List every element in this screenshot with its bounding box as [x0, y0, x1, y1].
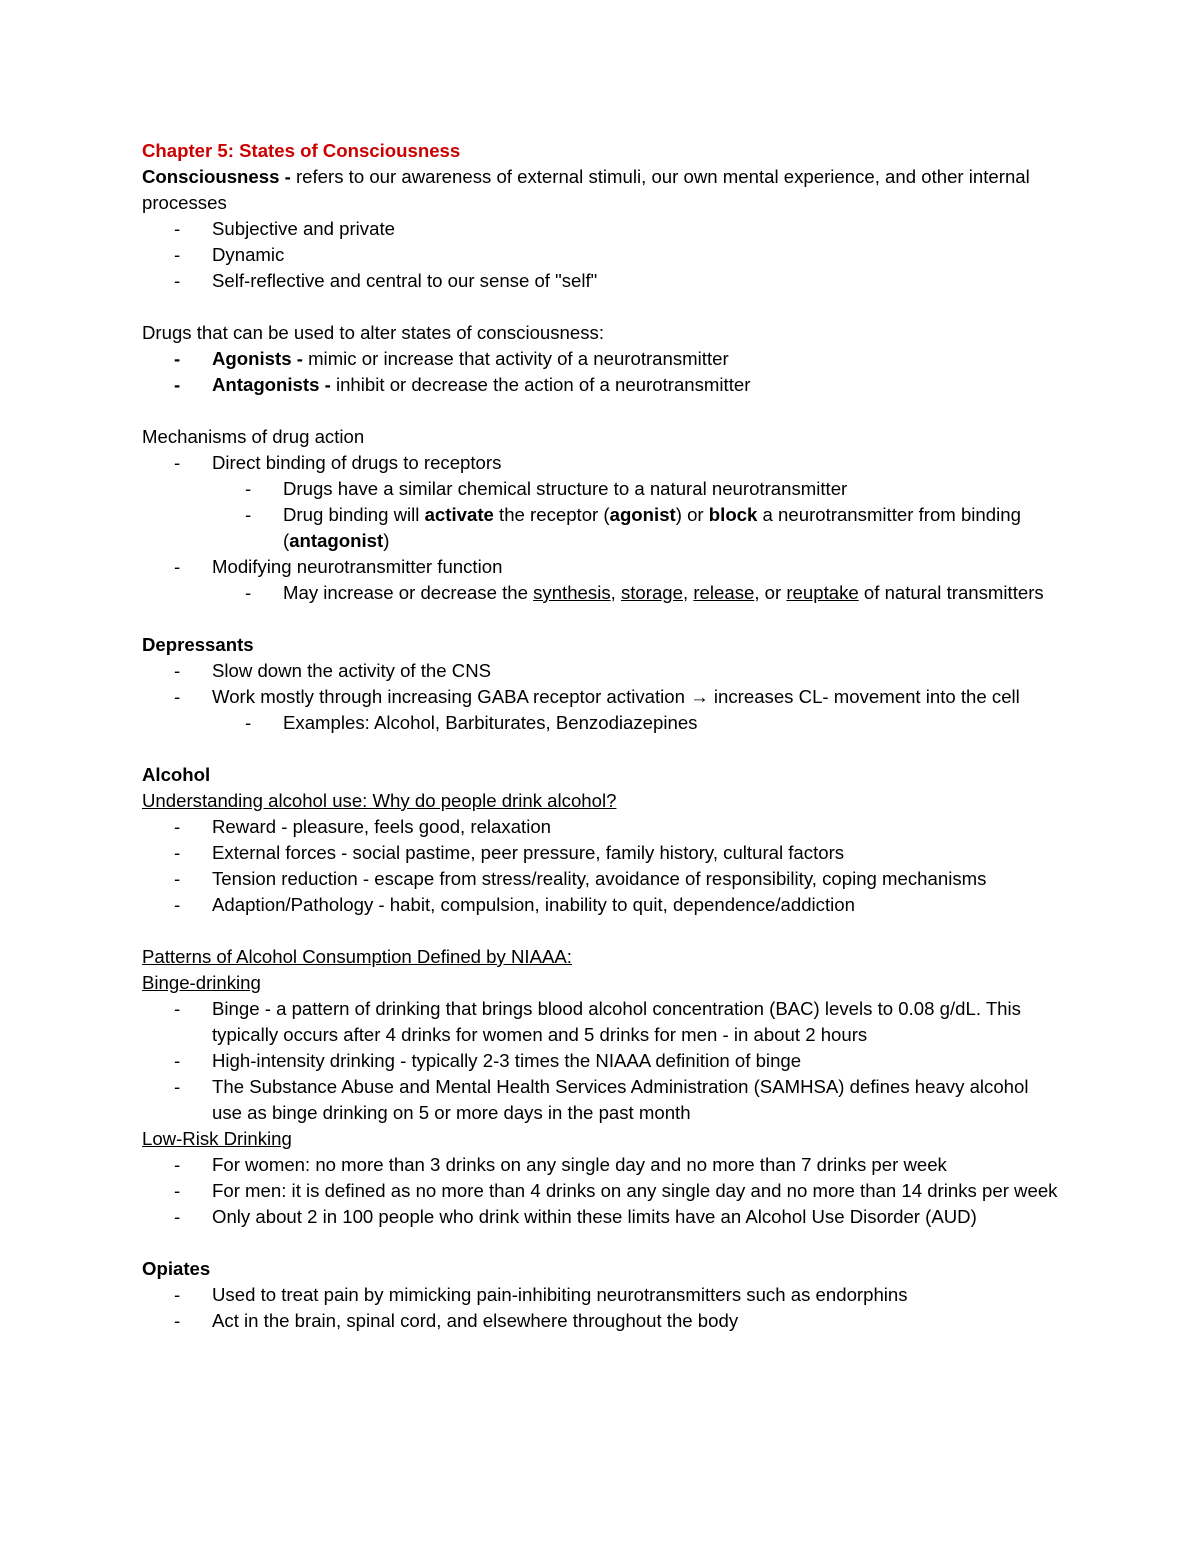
bullet: -: [174, 270, 181, 291]
list-item: [142, 554, 1062, 580]
list-item: [142, 892, 1062, 918]
list-item: [142, 242, 1062, 268]
list-item-text: Dynamic: [212, 244, 285, 265]
list-item: [142, 216, 1062, 242]
lowrisk-heading: Low-Risk Drinking: [142, 1128, 292, 1149]
consciousness-text: refers to our awareness of external stimuli, our own mental experience, and other internal processes: [142, 166, 1030, 213]
spacer: [142, 918, 1062, 944]
list-item-text: Drugs have a similar chemical structure to a natural neurotransmitter: [283, 478, 848, 499]
list-item-text: For men: it is defined as no more than 4 drinks on any single day and no more than 14 drinks per week: [212, 1180, 1058, 1201]
list-item-text: [212, 372, 1062, 398]
list-item-text: Modifying neurotransmitter function: [212, 556, 503, 577]
antagonists-term: Antagonists -: [212, 374, 331, 395]
bold-term: activate: [424, 504, 494, 525]
list-item-text: Work mostly through increasing GABA receptor activation → increases CL- movement into the cell: [212, 686, 1020, 707]
list-item-text: Tension reduction - escape from stress/reality, avoidance of responsibility, coping mechanisms: [212, 868, 987, 889]
list-item: [142, 502, 1062, 554]
bullet: -: [174, 1154, 181, 1175]
list-item-text: For women: no more than 3 drinks on any single day and no more than 7 drinks per week: [212, 1154, 947, 1175]
list-item-text: [283, 502, 1062, 554]
bullet: -: [174, 452, 181, 473]
underlined-term: release: [693, 582, 755, 603]
underlined-term: synthesis: [533, 582, 611, 603]
text-run: , or: [754, 582, 787, 603]
list-item: [142, 840, 1062, 866]
spacer: [142, 1230, 1062, 1256]
bullet: -: [174, 660, 181, 681]
bullet: -: [174, 244, 181, 265]
text-run: Drug binding will: [283, 504, 425, 525]
antagonists-def: inhibit or decrease the action of a neurotransmitter: [330, 374, 751, 395]
consciousness-term: Consciousness -: [142, 166, 291, 187]
list-item-text: Reward - pleasure, feels good, relaxation: [212, 816, 552, 837]
alcohol-heading: Alcohol: [142, 764, 211, 785]
bold-term: block: [708, 504, 758, 525]
list-item: [142, 710, 1062, 736]
list-item: [142, 1282, 1062, 1308]
bullet: -: [174, 842, 181, 863]
bullet: -: [174, 1050, 181, 1071]
bullet: -: [174, 556, 181, 577]
list-item: [142, 1308, 1062, 1334]
agonists-def: mimic or increase that activity of a neurotransmitter: [302, 348, 729, 369]
list-item-text: Binge - a pattern of drinking that brings blood alcohol concentration (BAC) levels to 0.08 g/dL. This typically occurs after 4 drinks for women and 5 drinks for men - in about 2 hours: [212, 998, 1021, 1045]
list-item: [142, 372, 1062, 398]
patterns-heading: Patterns of Alcohol Consumption Defined by NIAAA:: [142, 946, 572, 967]
bullet: -: [174, 218, 181, 239]
text-run: May increase or decrease the: [283, 582, 534, 603]
depressants-heading: Depressants: [142, 634, 254, 655]
list-item: [142, 684, 1062, 710]
list-item: [142, 580, 1062, 606]
opiates-heading: Opiates: [142, 1258, 211, 1279]
bullet: -: [174, 348, 181, 369]
text-run: the receptor (: [493, 504, 610, 525]
bullet: -: [174, 1310, 181, 1331]
drugs-intro: Drugs that can be used to alter states of consciousness:: [142, 322, 605, 343]
bullet: -: [174, 374, 181, 395]
list-item-text: The Substance Abuse and Mental Health Services Administration (SAMHSA) defines heavy alcohol use as binge drinking on 5 or more days in the past month: [212, 1076, 1029, 1123]
bullet: -: [174, 868, 181, 889]
bold-term: antagonist: [289, 530, 384, 551]
bullet: -: [245, 504, 252, 525]
bullet: -: [245, 478, 252, 499]
list-item: [142, 268, 1062, 294]
text-run: ) or: [675, 504, 709, 525]
mechanisms-heading: Mechanisms of drug action: [142, 426, 365, 447]
spacer: [142, 606, 1062, 632]
list-item: [142, 866, 1062, 892]
text-run: ): [383, 530, 390, 551]
text-run: ,: [610, 582, 621, 603]
bullet: -: [174, 1284, 181, 1305]
list-item: [142, 1204, 1062, 1230]
binge-heading: Binge-drinking: [142, 972, 261, 993]
list-item: [142, 658, 1062, 684]
underlined-term: reuptake: [786, 582, 859, 603]
bullet: -: [174, 1206, 181, 1227]
list-item: [142, 1152, 1062, 1178]
list-item: [142, 346, 1062, 372]
consciousness-definition: [142, 164, 1062, 216]
list-item: [142, 1074, 1062, 1126]
list-item: [142, 476, 1062, 502]
spacer: [142, 294, 1062, 320]
list-item-text: Adaption/Pathology - habit, compulsion, inability to quit, dependence/addiction: [212, 894, 855, 915]
bullet: -: [174, 1076, 181, 1097]
bullet: -: [174, 998, 181, 1019]
document-page: [142, 138, 1062, 1334]
list-item: [142, 814, 1062, 840]
spacer: [142, 398, 1062, 424]
agonists-term: Agonists -: [212, 348, 303, 369]
list-item: [142, 996, 1062, 1048]
bullet: -: [174, 1180, 181, 1201]
spacer: [142, 736, 1062, 762]
underlined-term: storage: [620, 582, 683, 603]
list-item-text: Subjective and private: [212, 218, 395, 239]
bullet: -: [174, 894, 181, 915]
list-item-text: Act in the brain, spinal cord, and elsewhere throughout the body: [212, 1310, 739, 1331]
chapter-title: Chapter 5: States of Consciousness: [142, 140, 461, 161]
list-item-text: Slow down the activity of the CNS: [212, 660, 492, 681]
list-item-text: [283, 580, 1062, 606]
list-item-text: Only about 2 in 100 people who drink within these limits have an Alcohol Use Disorder (AUD): [212, 1206, 977, 1227]
list-item-text: [212, 346, 1062, 372]
text-run: ,: [683, 582, 694, 603]
text-run: of natural transmitters: [858, 582, 1044, 603]
list-item-text: High-intensity drinking - typically 2-3 times the NIAAA definition of binge: [212, 1050, 802, 1071]
bullet: -: [174, 816, 181, 837]
list-item: [142, 450, 1062, 476]
list-item-text: Used to treat pain by mimicking pain-inhibiting neurotransmitters such as endorphins: [212, 1284, 908, 1305]
list-item-text: Self-reflective and central to our sense of "self": [212, 270, 598, 291]
bullet: -: [174, 686, 181, 707]
list-item-text: Direct binding of drugs to receptors: [212, 452, 502, 473]
list-item-text: External forces - social pastime, peer pressure, family history, cultural factors: [212, 842, 845, 863]
text-run: a neurotransmitter from binding (: [283, 504, 1021, 551]
list-item: [142, 1048, 1062, 1074]
bullet: -: [245, 712, 252, 733]
alcohol-subheading: Understanding alcohol use: Why do people drink alcohol?: [142, 790, 617, 811]
bold-term: agonist: [609, 504, 676, 525]
list-item: [142, 1178, 1062, 1204]
bullet: -: [245, 582, 252, 603]
list-item-text: Examples: Alcohol, Barbiturates, Benzodiazepines: [283, 712, 698, 733]
